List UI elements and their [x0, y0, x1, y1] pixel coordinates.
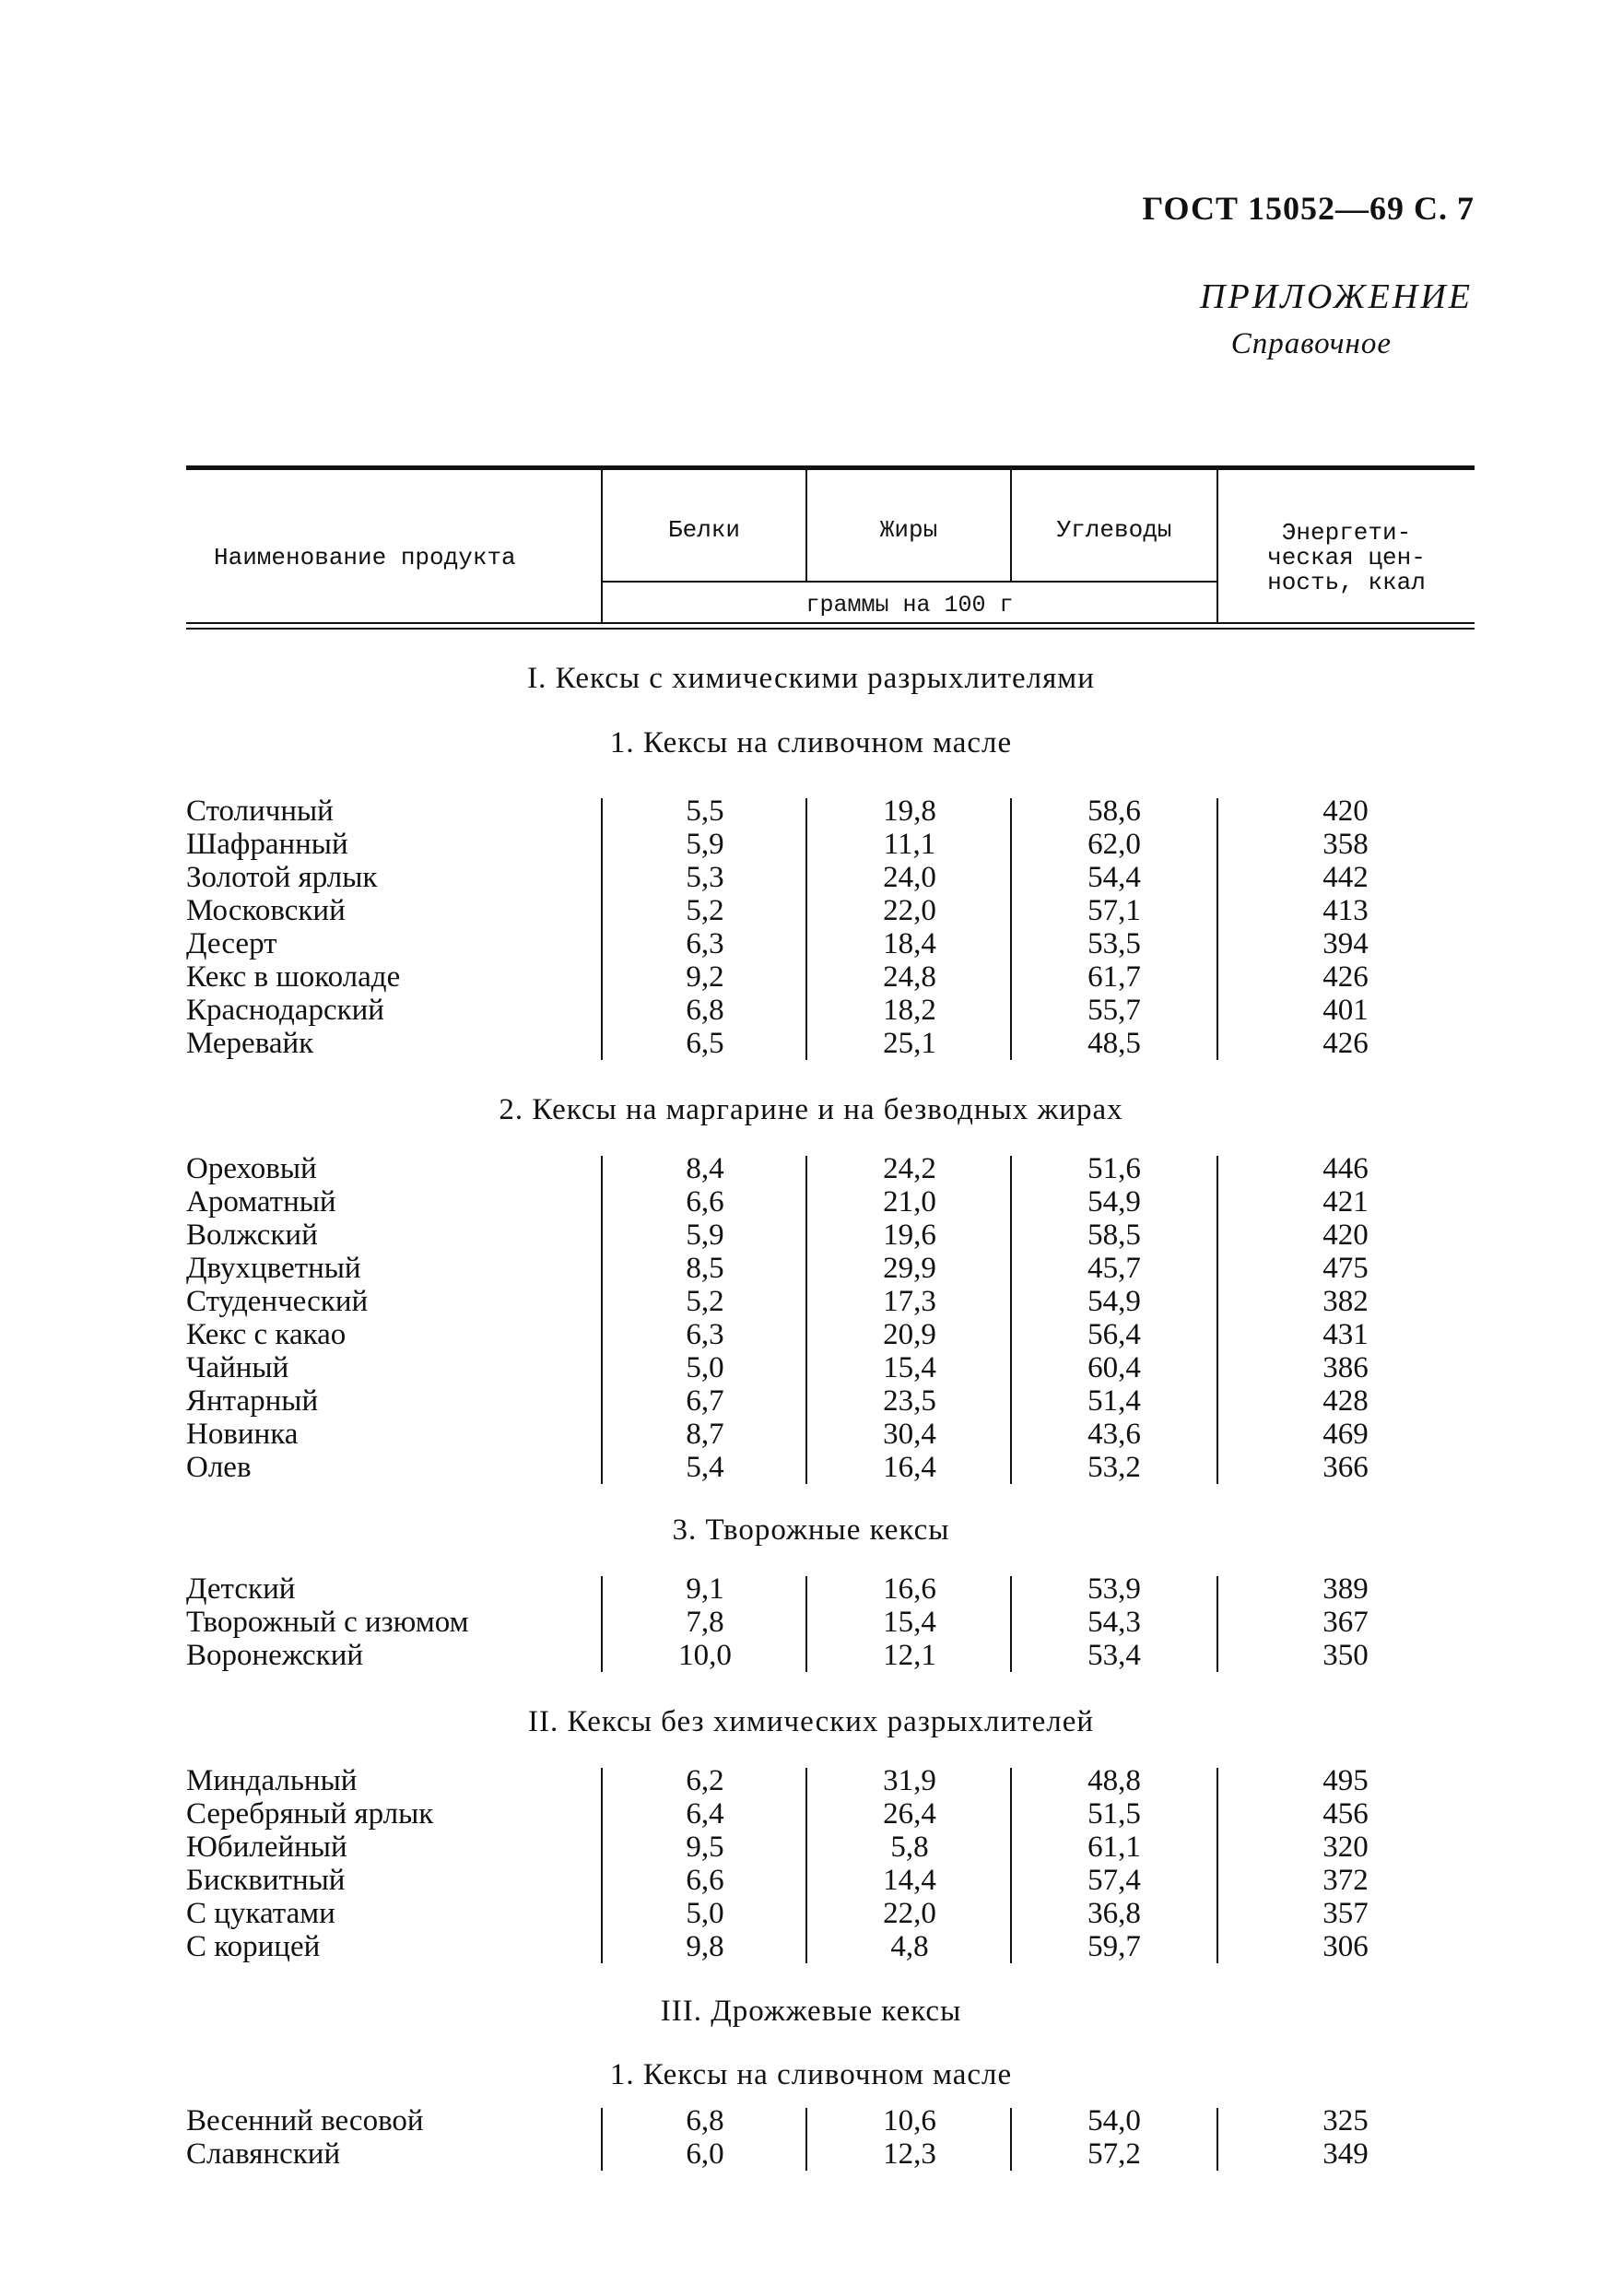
fats-value: 29,9: [883, 1252, 936, 1285]
energy-value: 349: [1322, 2137, 1369, 2171]
header-bottom-rule: [186, 628, 1475, 630]
fats-value: 21,0: [883, 1185, 936, 1219]
fats-value: 18,4: [883, 927, 936, 960]
fats-value: 15,4: [883, 1351, 936, 1384]
carbs-value: 57,4: [1087, 1864, 1141, 1897]
table-row: [186, 1152, 1475, 1185]
proteins-value: 5,0: [686, 1897, 724, 1930]
carbs-value: 54,9: [1087, 1285, 1141, 1318]
fats-value: 17,3: [883, 1285, 936, 1318]
product-name: Детский: [186, 1572, 296, 1606]
product-name: Двухцветный: [186, 1252, 361, 1285]
product-name: Миндальный: [186, 1764, 358, 1797]
carbs-value: 60,4: [1087, 1351, 1141, 1384]
table-row: [186, 1930, 1475, 1963]
product-name: Меревайк: [186, 1027, 314, 1060]
product-name: Юбилейный: [186, 1831, 347, 1864]
column-divider: [1216, 1156, 1218, 1484]
column-divider: [805, 1156, 807, 1484]
carbs-value: 54,3: [1087, 1606, 1141, 1639]
fats-value: 12,3: [883, 2137, 936, 2171]
column-divider: [1010, 2108, 1012, 2171]
carbs-value: 54,4: [1087, 861, 1141, 894]
fats-value: 30,4: [883, 1418, 936, 1451]
fats-value: 20,9: [883, 1318, 936, 1351]
energy-value: 475: [1322, 1252, 1369, 1285]
column-header-units: граммы на 100 г: [805, 592, 1014, 618]
column-divider: [805, 1768, 807, 1963]
carbs-value: 53,9: [1087, 1572, 1141, 1606]
product-name: Чайный: [186, 1351, 289, 1384]
fats-value: 22,0: [883, 894, 936, 927]
proteins-value: 5,4: [686, 1451, 724, 1484]
product-name: Янтарный: [186, 1384, 319, 1418]
carbs-value: 48,5: [1087, 1027, 1141, 1060]
column-header-proteins: Белки: [667, 516, 740, 544]
product-name: Новинка: [186, 1418, 299, 1451]
proteins-value: 6,8: [686, 994, 724, 1027]
energy-line: ность, ккал: [1267, 569, 1426, 596]
proteins-value: 5,9: [686, 828, 724, 861]
product-name: Олев: [186, 1451, 252, 1484]
section-title: 1. Кексы на сливочном масле: [609, 2058, 1013, 2091]
fats-value: 14,4: [883, 1864, 936, 1897]
energy-value: 366: [1322, 1451, 1369, 1484]
energy-value: 420: [1322, 1219, 1369, 1252]
column-divider: [601, 1576, 603, 1672]
proteins-value: 6,5: [686, 1027, 724, 1060]
carbs-value: 57,1: [1087, 894, 1141, 927]
header-bottom-rule: [186, 622, 1475, 624]
carbs-value: 54,0: [1087, 2104, 1141, 2137]
table-row: [186, 1797, 1475, 1831]
energy-value: 401: [1322, 994, 1369, 1027]
fats-value: 26,4: [883, 1797, 936, 1831]
fats-value: 11,1: [883, 828, 936, 861]
fats-value: 16,6: [883, 1572, 936, 1606]
column-divider: [601, 2108, 603, 2171]
column-divider: [1216, 1576, 1218, 1672]
column-header-carbs: Углеводы: [1056, 516, 1172, 544]
energy-value: 495: [1322, 1764, 1369, 1797]
product-name: Кекс с какао: [186, 1318, 347, 1351]
product-name: Волжский: [186, 1219, 318, 1252]
proteins-value: 6,0: [686, 2137, 724, 2171]
fats-value: 18,2: [883, 994, 936, 1027]
proteins-value: 6,6: [686, 1864, 724, 1897]
energy-line: ческая цен-: [1267, 544, 1426, 571]
row-group: [186, 1152, 1475, 1484]
proteins-value: 6,7: [686, 1384, 724, 1418]
energy-value: 413: [1322, 894, 1369, 927]
product-name: Студенческий: [186, 1285, 369, 1318]
fats-value: 10,6: [883, 2104, 936, 2137]
energy-value: 372: [1322, 1864, 1369, 1897]
proteins-value: 6,3: [686, 927, 724, 960]
table-row: [186, 1285, 1475, 1318]
header-mid-rule: [603, 581, 1216, 583]
energy-value: 386: [1322, 1351, 1369, 1384]
carbs-value: 51,5: [1087, 1797, 1141, 1831]
column-divider: [601, 798, 603, 1060]
table-row: [186, 1351, 1475, 1384]
fats-value: 19,8: [883, 795, 936, 828]
carbs-value: 59,7: [1087, 1930, 1141, 1963]
column-divider: [1216, 2108, 1218, 2171]
document-reference: ГОСТ 15052—69 С. 7: [1142, 190, 1475, 227]
table-row: [186, 1185, 1475, 1219]
row-group: [186, 795, 1475, 1060]
product-name: С корицей: [186, 1930, 321, 1963]
energy-value: 426: [1322, 960, 1369, 994]
fats-value: 12,1: [883, 1639, 936, 1672]
row-group: [186, 1572, 1475, 1672]
column-divider: [1010, 1768, 1012, 1963]
energy-value: 367: [1322, 1606, 1369, 1639]
product-name: Шафранный: [186, 828, 348, 861]
carbs-value: 57,2: [1087, 2137, 1141, 2171]
table-row: [186, 2137, 1475, 2171]
proteins-value: 5,0: [686, 1351, 724, 1384]
carbs-value: 36,8: [1087, 1897, 1141, 1930]
table-row: [186, 994, 1475, 1027]
proteins-value: 8,4: [686, 1152, 724, 1185]
carbs-value: 51,4: [1087, 1384, 1141, 1418]
table-row: [186, 927, 1475, 960]
row-group: [186, 2104, 1475, 2171]
table-row: [186, 1318, 1475, 1351]
energy-value: 325: [1322, 2104, 1369, 2137]
column-divider: [601, 1156, 603, 1484]
table-row: [186, 960, 1475, 994]
carbs-value: 55,7: [1087, 994, 1141, 1027]
appendix-type: Справочное: [1230, 327, 1392, 360]
product-name: Десерт: [186, 927, 277, 960]
proteins-value: 6,8: [686, 2104, 724, 2137]
carbs-value: 43,6: [1087, 1418, 1141, 1451]
proteins-value: 6,3: [686, 1318, 724, 1351]
proteins-value: 10,0: [678, 1639, 732, 1672]
table-row: [186, 2104, 1475, 2137]
energy-value: 420: [1322, 795, 1369, 828]
energy-value: 306: [1322, 1930, 1369, 1963]
proteins-value: 6,6: [686, 1185, 724, 1219]
table-row: [186, 1606, 1475, 1639]
table-row: [186, 1897, 1475, 1930]
fats-value: 4,8: [890, 1930, 929, 1963]
section-title: I. Кексы с химическими разрыхлителями: [527, 662, 1095, 695]
carbs-value: 51,6: [1087, 1152, 1141, 1185]
proteins-value: 6,2: [686, 1764, 724, 1797]
energy-value: 382: [1322, 1285, 1369, 1318]
proteins-value: 9,8: [686, 1930, 724, 1963]
product-name: С цукатами: [186, 1897, 335, 1930]
column-divider: [601, 1768, 603, 1963]
carbs-value: 53,4: [1087, 1639, 1141, 1672]
product-name: Серебряный ярлык: [186, 1797, 434, 1831]
section-title: 3. Творожные кексы: [672, 1513, 950, 1547]
product-name: Весенний весовой: [186, 2104, 424, 2137]
column-divider: [805, 1576, 807, 1672]
proteins-value: 7,8: [686, 1606, 724, 1639]
product-name: Московский: [186, 894, 346, 927]
proteins-value: 5,5: [686, 795, 724, 828]
table-row: [186, 1831, 1475, 1864]
proteins-value: 6,4: [686, 1797, 724, 1831]
fats-value: 23,5: [883, 1384, 936, 1418]
product-name: Краснодарский: [186, 994, 384, 1027]
column-divider: [1010, 798, 1012, 1060]
proteins-value: 5,9: [686, 1219, 724, 1252]
energy-value: 442: [1322, 861, 1369, 894]
fats-value: 15,4: [883, 1606, 936, 1639]
carbs-value: 53,5: [1087, 927, 1141, 960]
table-row: [186, 894, 1475, 927]
proteins-value: 9,5: [686, 1831, 724, 1864]
table-row: [186, 1219, 1475, 1252]
proteins-value: 9,1: [686, 1572, 724, 1606]
energy-value: 446: [1322, 1152, 1369, 1185]
product-name: Творожный с изюмом: [186, 1606, 469, 1639]
carbs-value: 62,0: [1087, 828, 1141, 861]
fats-value: 5,8: [890, 1831, 929, 1864]
table-row: [186, 1864, 1475, 1897]
energy-value: 358: [1322, 828, 1369, 861]
table-head: [186, 470, 1475, 622]
proteins-value: 5,2: [686, 894, 724, 927]
proteins-value: 5,3: [686, 861, 724, 894]
product-name: Ароматный: [186, 1185, 336, 1219]
proteins-value: 9,2: [686, 960, 724, 994]
fats-value: 24,0: [883, 861, 936, 894]
energy-value: 320: [1322, 1831, 1369, 1864]
carbs-value: 45,7: [1087, 1252, 1141, 1285]
table-row: [186, 1252, 1475, 1285]
energy-value: 431: [1322, 1318, 1369, 1351]
carbs-value: 61,7: [1087, 960, 1141, 994]
proteins-value: 8,5: [686, 1252, 724, 1285]
proteins-value: 8,7: [686, 1418, 724, 1451]
fats-value: 24,8: [883, 960, 936, 994]
energy-value: 428: [1322, 1384, 1369, 1418]
energy-value: 357: [1322, 1897, 1369, 1930]
energy-value: 394: [1322, 927, 1369, 960]
fats-value: 16,4: [883, 1451, 936, 1484]
carbs-value: 58,6: [1087, 795, 1141, 828]
fats-value: 24,2: [883, 1152, 936, 1185]
table-row: [186, 1027, 1475, 1060]
appendix-title: ПРИЛОЖЕНИЕ: [1200, 277, 1473, 316]
fats-value: 19,6: [883, 1219, 936, 1252]
table-row: [186, 1418, 1475, 1451]
column-divider: [805, 798, 807, 1060]
carbs-value: 61,1: [1087, 1831, 1141, 1864]
table-row: [186, 828, 1475, 861]
column-header-energy: [1218, 521, 1475, 595]
proteins-value: 5,2: [686, 1285, 724, 1318]
column-header-name: Наименование продукта: [214, 544, 516, 571]
product-name: Ореховый: [186, 1152, 317, 1185]
carbs-value: 48,8: [1087, 1764, 1141, 1797]
column-divider: [1010, 1156, 1012, 1484]
energy-value: 421: [1322, 1185, 1369, 1219]
product-name: Кекс в шоколаде: [186, 960, 401, 994]
table-row: [186, 1572, 1475, 1606]
column-divider: [1010, 1576, 1012, 1672]
column-divider: [1216, 798, 1218, 1060]
product-name: Золотой ярлык: [186, 861, 378, 894]
fats-value: 31,9: [883, 1764, 936, 1797]
product-name: Воронежский: [186, 1639, 364, 1672]
energy-line: Энергети-: [1281, 519, 1412, 547]
product-name: Бисквитный: [186, 1864, 346, 1897]
carbs-value: 54,9: [1087, 1185, 1141, 1219]
carbs-value: 53,2: [1087, 1451, 1141, 1484]
carbs-value: 56,4: [1087, 1318, 1141, 1351]
table-row: [186, 1451, 1475, 1484]
product-name: Столичный: [186, 795, 334, 828]
energy-value: 350: [1322, 1639, 1369, 1672]
column-header-fats: Жиры: [879, 516, 938, 544]
product-name: Славянский: [186, 2137, 341, 2171]
table-row: [186, 1639, 1475, 1672]
column-divider: [805, 2108, 807, 2171]
energy-value: 426: [1322, 1027, 1369, 1060]
section-title: II. Кексы без химических разрыхлителей: [527, 1705, 1095, 1738]
section-title: 2. Кексы на маргарине и на безводных жирах: [499, 1093, 1123, 1126]
table-row: [186, 861, 1475, 894]
column-divider: [1216, 1768, 1218, 1963]
table-header: [186, 465, 1475, 630]
carbs-value: 58,5: [1087, 1219, 1141, 1252]
table-row: [186, 795, 1475, 828]
table-row: [186, 1384, 1475, 1418]
fats-value: 25,1: [883, 1027, 936, 1060]
energy-value: 469: [1322, 1418, 1369, 1451]
section-title: III. Дрожжевые кексы: [660, 1995, 962, 2028]
energy-value: 456: [1322, 1797, 1369, 1831]
energy-value: 389: [1322, 1572, 1369, 1606]
row-group: [186, 1764, 1475, 1963]
table-row: [186, 1764, 1475, 1797]
fats-value: 22,0: [883, 1897, 936, 1930]
section-title: 1. Кексы на сливочном масле: [609, 726, 1013, 759]
